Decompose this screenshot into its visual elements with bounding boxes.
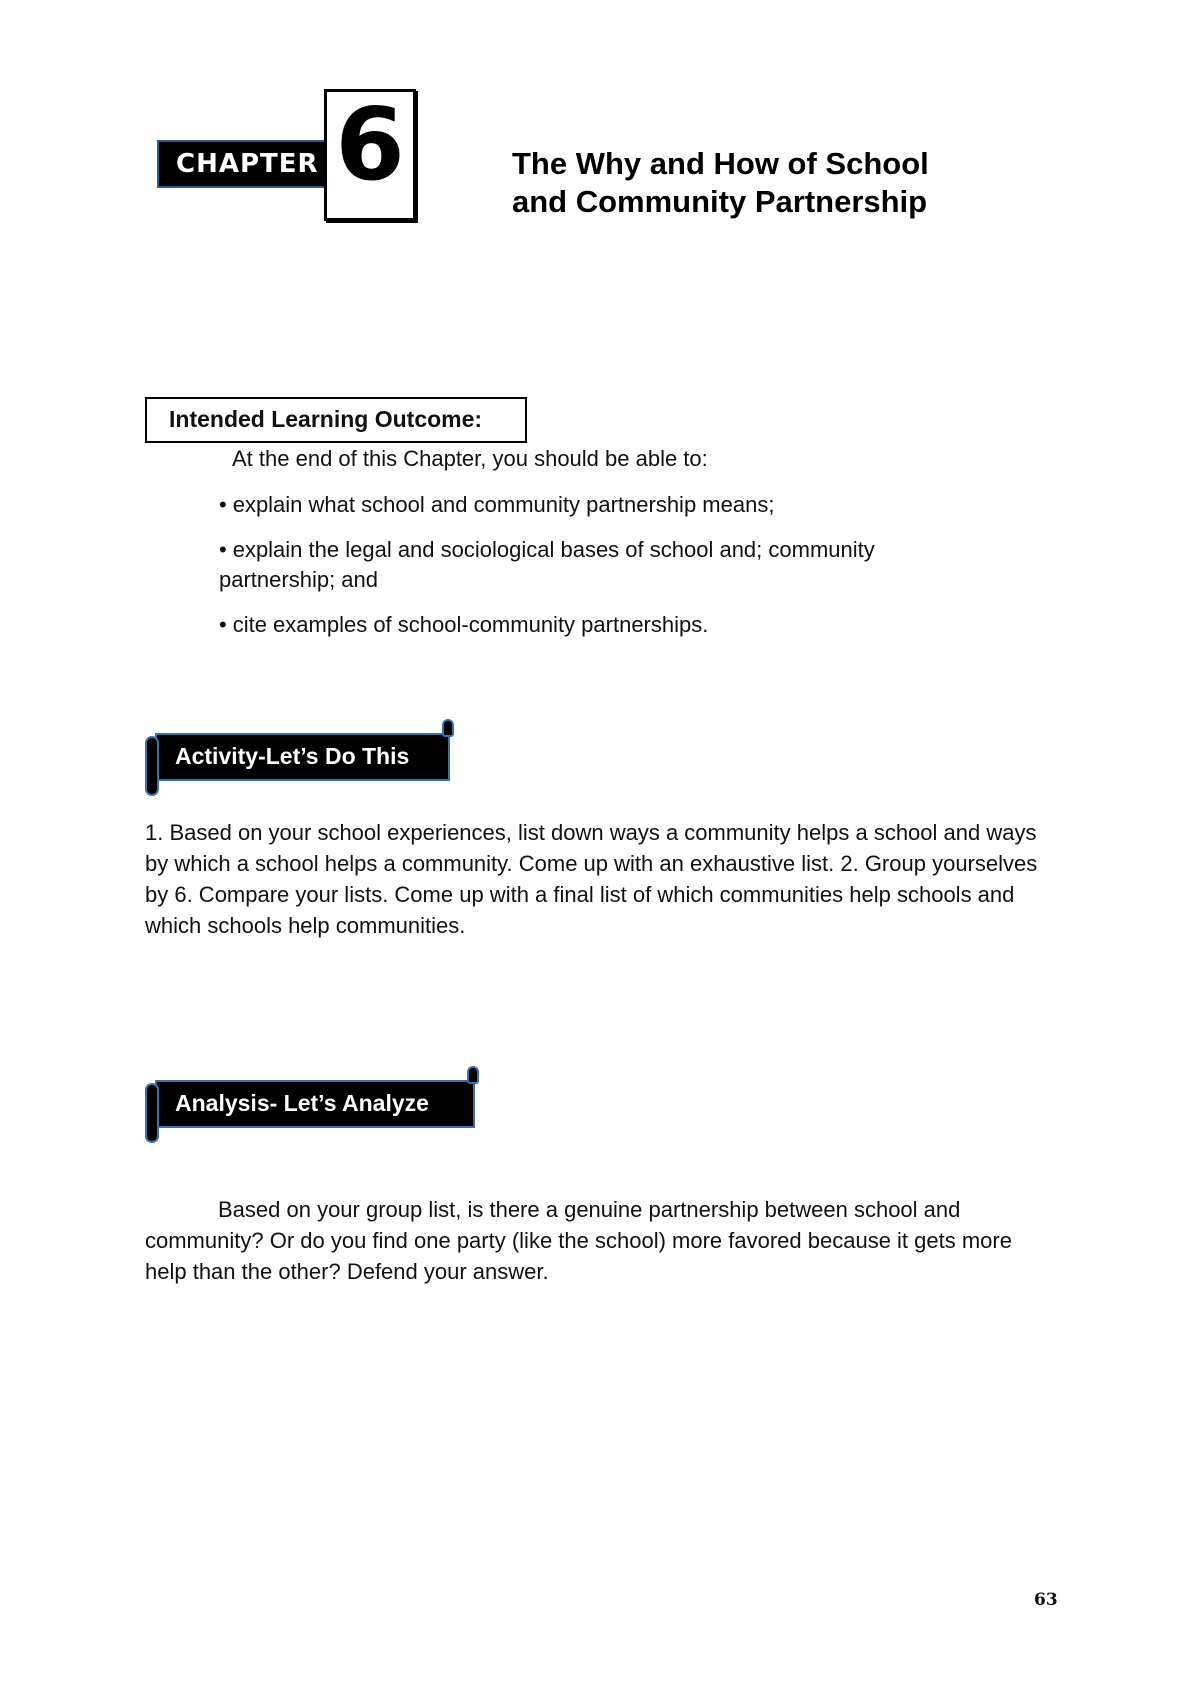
bullet-icon: • xyxy=(219,612,227,637)
learning-outcome-list xyxy=(219,490,979,655)
chapter-title xyxy=(512,145,1032,221)
bullet-icon: • xyxy=(219,492,227,517)
chapter-label: CHAPTER xyxy=(176,149,319,179)
scroll-curl-icon xyxy=(467,1066,479,1084)
activity-banner xyxy=(145,733,450,781)
analysis-text: Based on your group list, is there a genuine partnership between school and community? Or do you find one party (like the school) more favored because it gets more help than the other? Defend your answer. xyxy=(145,1197,1012,1284)
activity-text: 1. Based on your school experiences, list down ways a community helps a school and ways by which a school helps a community. Come up with an exhaustive list. 2. Group yourselves by 6. Compare your lists. Come up with a final list of which communities help schools and which schools help communities. xyxy=(145,820,1038,938)
list-item: • explain what school and community partnership means; xyxy=(219,492,775,517)
scroll-curl-icon xyxy=(145,1083,159,1143)
chapter-title-line-2: and Community Partnership xyxy=(512,184,928,219)
list-item: • cite examples of school-community partnerships. xyxy=(219,612,709,637)
scroll-curl-icon xyxy=(442,719,454,737)
scroll-curl-icon xyxy=(145,736,159,796)
learning-outcome-intro: At the end of this Chapter, you should be able to: xyxy=(232,446,708,471)
activity-heading: Activity-Let’s Do This xyxy=(175,743,410,769)
analysis-heading: Analysis- Let’s Analyze xyxy=(175,1090,429,1116)
page-number: 63 xyxy=(1034,1590,1058,1610)
bullet-icon: • xyxy=(219,537,227,562)
chapter-title-line-1: The Why and How of School xyxy=(512,146,929,181)
learning-outcome-heading: Intended Learning Outcome: xyxy=(169,406,483,432)
analysis-banner xyxy=(145,1080,475,1128)
list-item: • explain the legal and sociological bases of school and; community partnership; and xyxy=(219,537,875,592)
chapter-number: 6 xyxy=(335,86,405,203)
